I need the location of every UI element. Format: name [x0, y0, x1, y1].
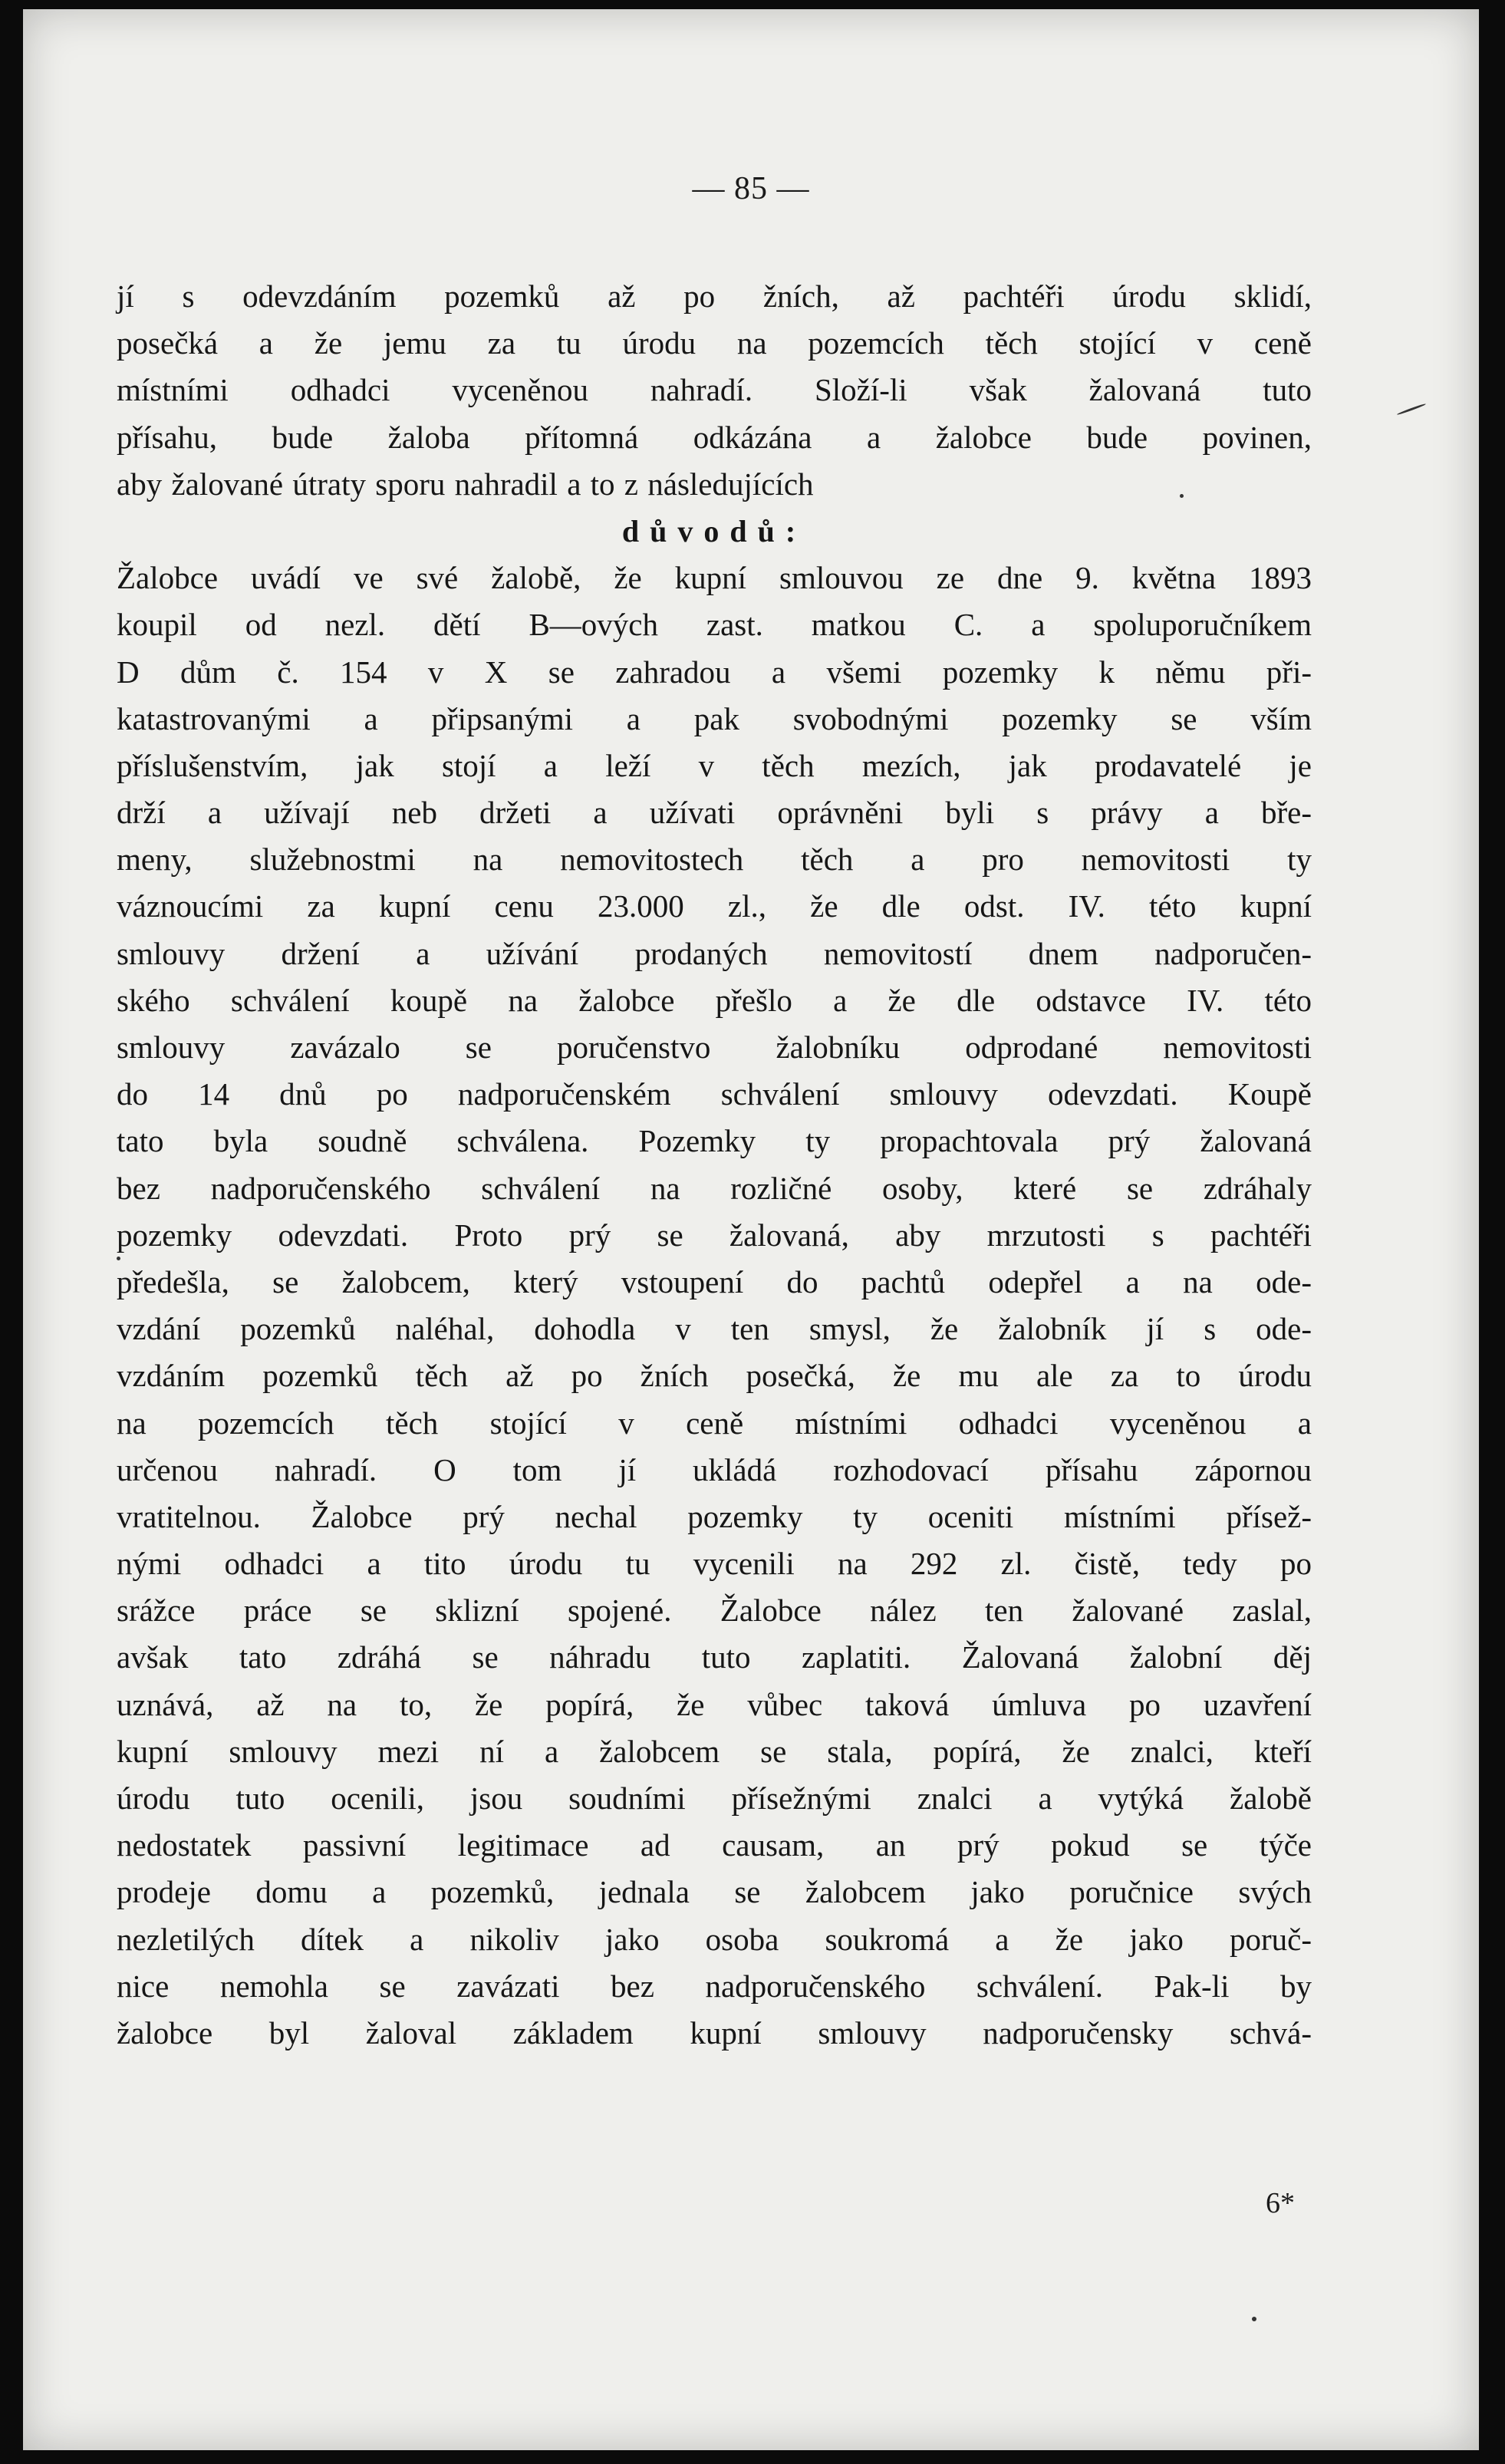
text-line: koupil od nezl. dětí B—ových zast. matkou C. a spoluporučníkem — [117, 607, 1312, 643]
text-line: pozemky odevzdati. Proto prý se žalovaná, aby mrzutosti s pachtéři — [117, 1217, 1312, 1253]
text-line: meny, služebnostmi na nemovitostech těch a pro nemovitosti ty — [117, 842, 1312, 878]
text-line: posečká a že jemu za tu úrodu na pozemcích těch stojící v ceně — [117, 325, 1312, 361]
text-line: drží a užívají neb držeti a užívati oprávněni byli s právy a bře- — [117, 795, 1312, 831]
text-line: vratitelnou. Žalobce prý nechal pozemky ty oceniti místními přísež- — [117, 1498, 1312, 1534]
text-line: prodeje domu a pozemků, jednala se žalobcem jako poručnice svých — [117, 1874, 1312, 1910]
text-line: na pozemcích těch stojící v ceně místními odhadci vyceněnou a — [117, 1405, 1312, 1441]
text-line: aby žalované útraty sporu nahradil a to z následujících — [117, 466, 814, 502]
text-line: tato byla soudně schválena. Pozemky ty propachtovala prý žalovaná — [117, 1123, 1312, 1159]
text-line: nedostatek passivní legitimace ad causam, an prý pokud se týče — [117, 1827, 1312, 1863]
book-page — [23, 9, 1479, 2450]
text-line: předešla, se žalobcem, který vstoupení do pachtů odepřel a na ode- — [117, 1263, 1312, 1300]
signature-mark: 6* — [1266, 2187, 1295, 2219]
text-line: jí s odevzdáním pozemků až po žních, až pachtéři úrodu sklidí, — [117, 278, 1312, 314]
print-speck — [1397, 403, 1427, 415]
text-line: do 14 dnů po nadporučenském schválení smlouvy odevzdati. Koupě — [117, 1076, 1312, 1112]
text-line: katastrovanými a připsanými a pak svobodnými pozemky se vším — [117, 700, 1312, 736]
text-line: ského schválení koupě na žalobce přešlo a že dle odstavce IV. této — [117, 982, 1312, 1018]
text-line: uznává, až na to, že popírá, že vůbec taková úmluva po uzavření — [117, 1686, 1312, 1722]
text-line: váznoucími za kupní cenu 23.000 zl., že dle odst. IV. této kupní — [117, 888, 1312, 924]
text-line: vzdáním pozemků těch až po žních posečká, že mu ale za to úrodu — [117, 1358, 1312, 1394]
print-speck — [117, 1257, 120, 1260]
text-line: žalobce byl žaloval základem kupní smlouvy nadporučensky schvá- — [117, 2014, 1312, 2051]
text-line: D dům č. 154 v X se zahradou a všemi pozemky k němu při- — [117, 654, 1312, 690]
page-number: — 85 — — [692, 171, 810, 206]
text-line: úrodu tuto ocenili, jsou soudními přísežnými znalci a vytýká žalobě — [117, 1780, 1312, 1816]
text-line: smlouvy zavázalo se poručenstvo žalobníku odprodané nemovitosti — [117, 1029, 1312, 1065]
text-line: bez nadporučenského schválení na rozličné osoby, které se zdráhaly — [117, 1170, 1312, 1206]
text-line: určenou nahradí. O tom jí ukládá rozhodovací přísahu zápornou — [117, 1451, 1312, 1487]
body-text — [117, 273, 1312, 2057]
text-line: nezletilých dítek a nikoliv jako osoba soukromá a že jako poruč- — [117, 1921, 1312, 1957]
text-line: smlouvy držení a užívání prodaných nemovitostí dnem nadporučen- — [117, 935, 1312, 971]
print-speck — [1180, 494, 1184, 498]
text-line: avšak tato zdráhá se náhradu tuto zaplatiti. Žalovaná žalobní děj — [117, 1639, 1312, 1675]
print-speck — [1252, 2317, 1256, 2321]
text-line: srážce práce se sklizní spojené. Žalobce nález ten žalované zaslal, — [117, 1593, 1312, 1629]
text-line: místními odhadci vyceněnou nahradí. Složí-li však žalovaná tuto — [117, 372, 1312, 408]
text-line: přísahu, bude žaloba přítomná odkázána a žalobce bude povinen, — [117, 419, 1312, 455]
text-line: Žalobce uvádí ve své žalobě, že kupní smlouvou ze dne 9. května 1893 — [117, 560, 1312, 596]
text-line: nými odhadci a tito úrodu tu vycenili na 292 zl. čistě, tedy po — [117, 1546, 1312, 1582]
section-heading: důvodů: — [621, 513, 807, 548]
text-line: kupní smlouvy mezi ní a žalobcem se stala, popírá, že znalci, kteří — [117, 1733, 1312, 1769]
text-line: vzdání pozemků naléhal, dohodla v ten smysl, že žalobník jí s ode- — [117, 1311, 1312, 1347]
text-line: příslušenstvím, jak stojí a leží v těch mezích, jak prodavatelé je — [117, 747, 1312, 783]
text-line: nice nemohla se zavázati bez nadporučenského schválení. Pak-li by — [117, 1968, 1312, 2004]
